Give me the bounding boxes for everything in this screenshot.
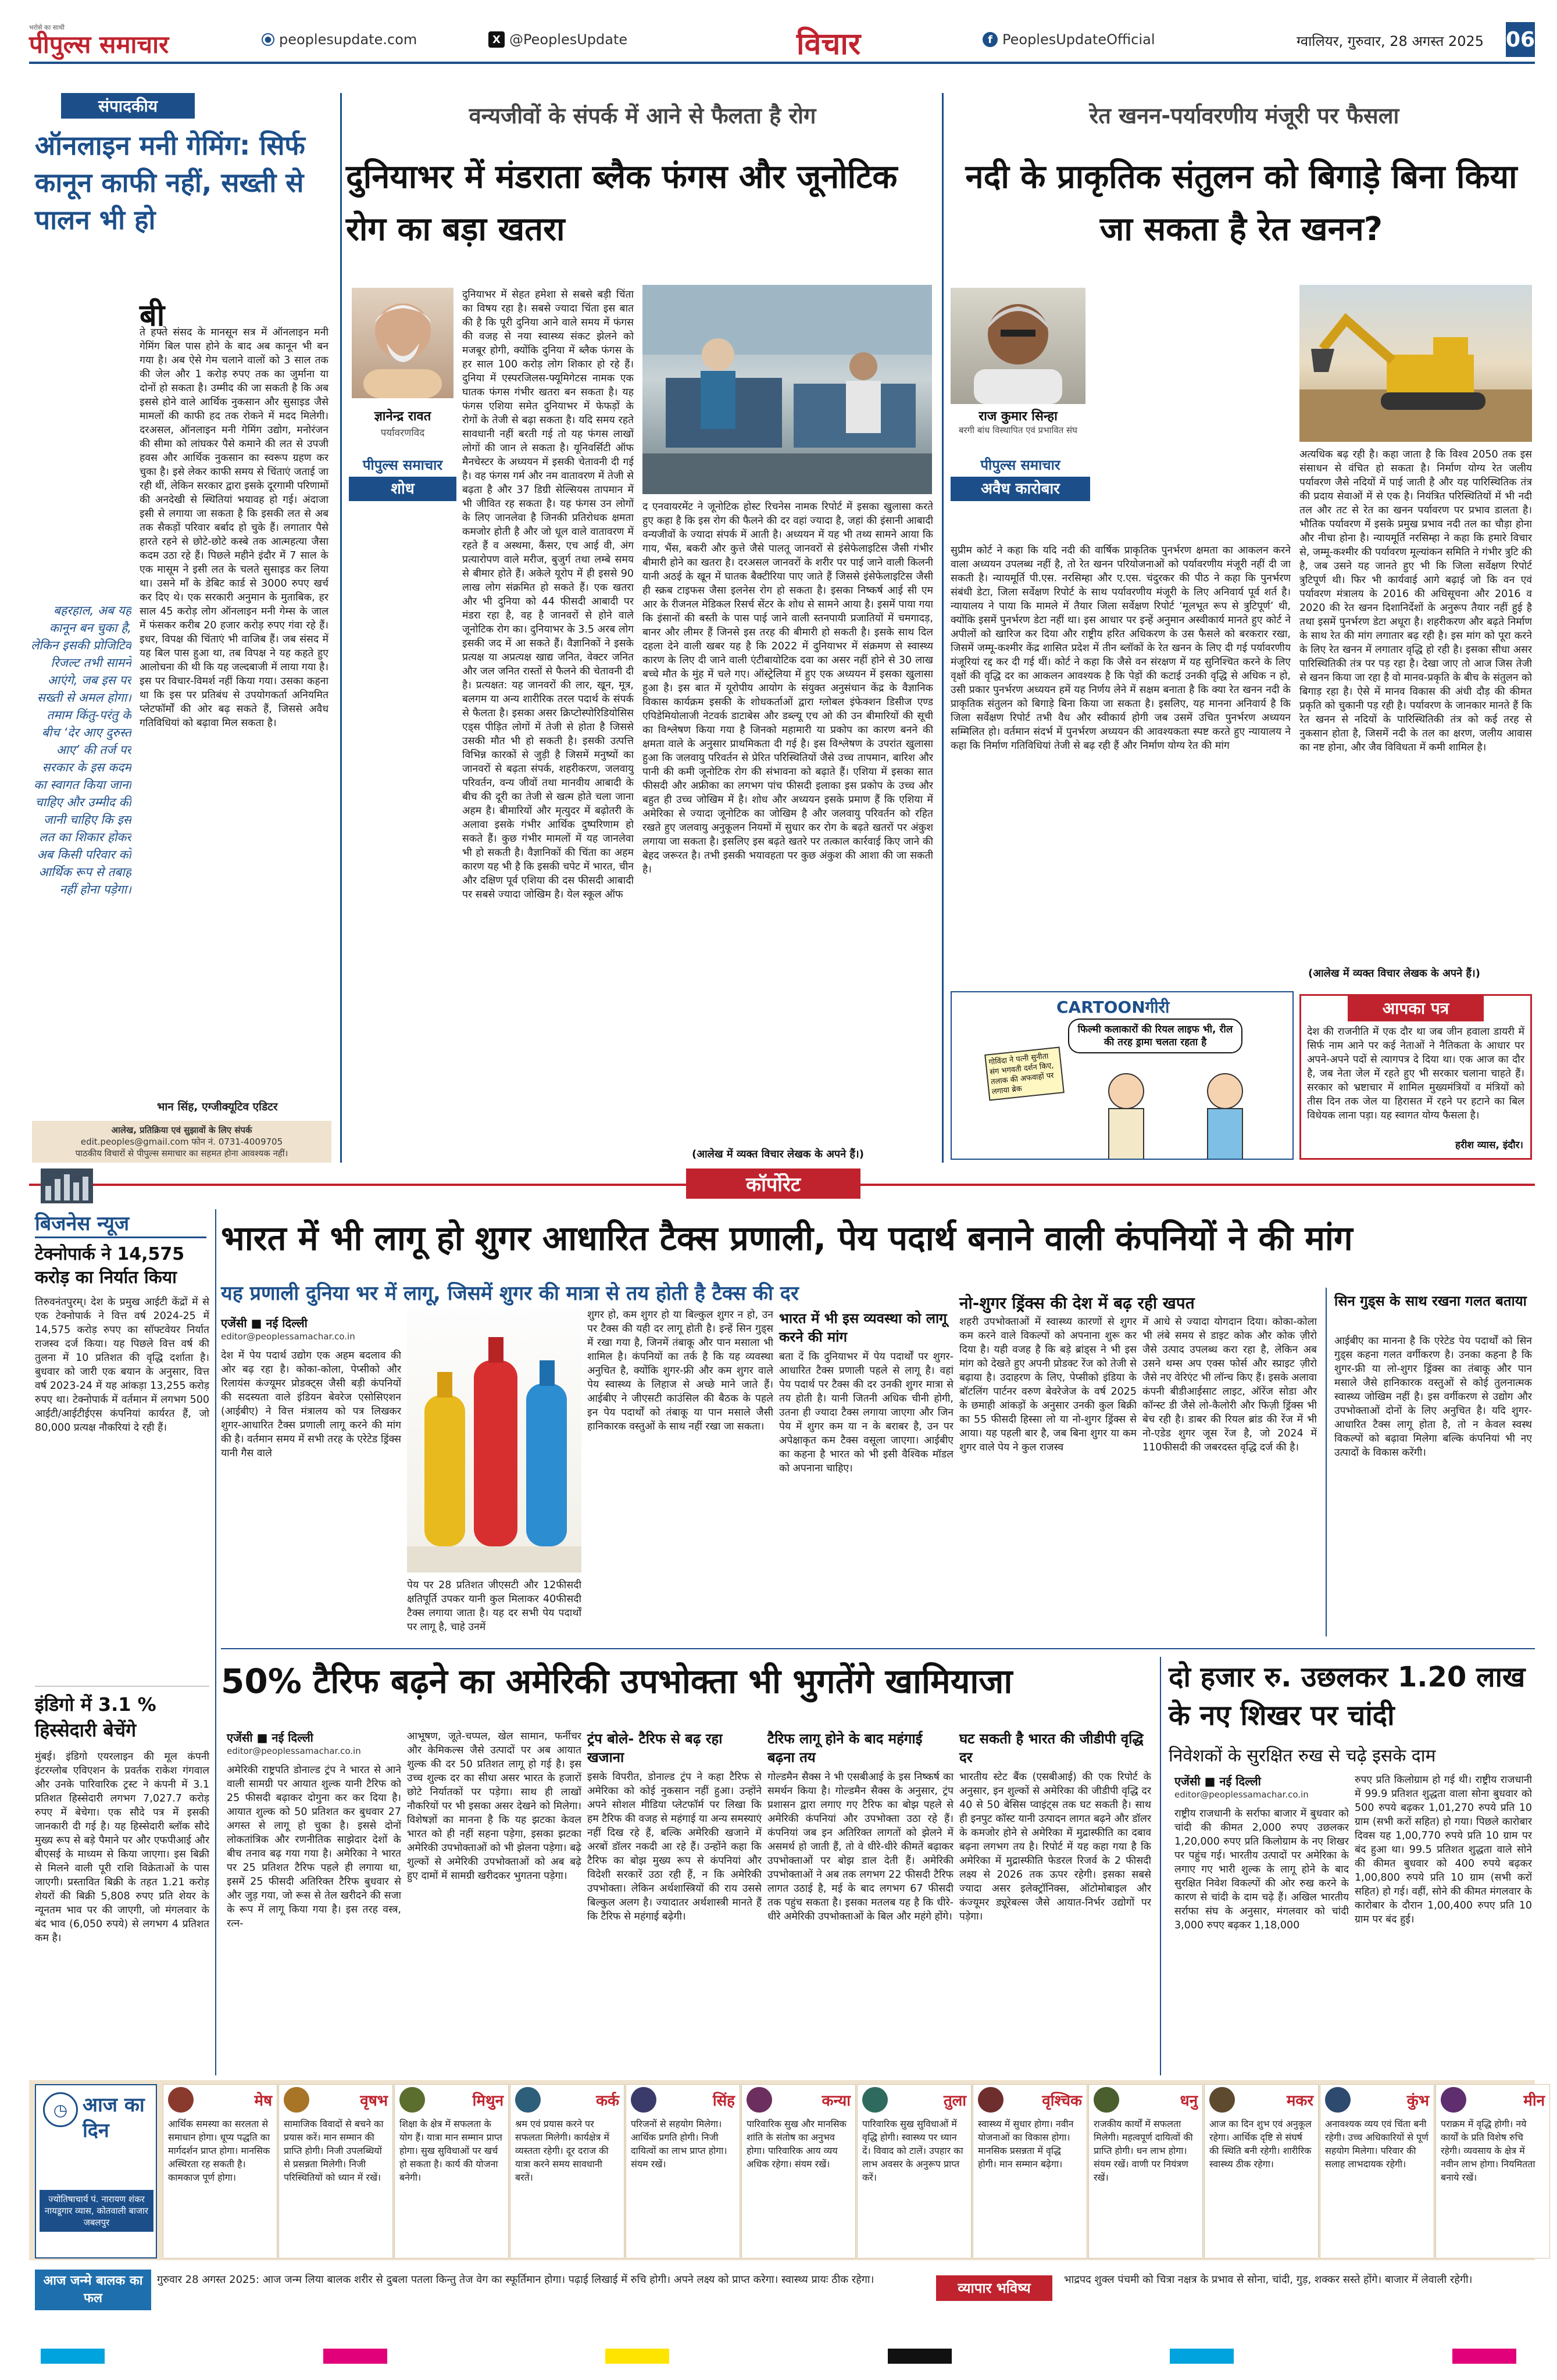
zodiac-symbol-icon bbox=[862, 2087, 888, 2113]
sugar-subtitle: यह प्रणाली दुनिया भर में लागू, जिसमें शुगर की मात्रा से तय होती है टैक्स की दर bbox=[221, 1282, 799, 1305]
clock-icon: ◷ bbox=[43, 2092, 78, 2127]
page-number: 06 bbox=[1506, 22, 1535, 57]
zodiac-name: मीन bbox=[1523, 2092, 1545, 2110]
indigo-title: इंडिगो में 3.1 % हिस्सेदारी बेचेंगे bbox=[35, 1693, 156, 1741]
column-divider bbox=[340, 93, 342, 1163]
zodiac-name: वृश्चिक bbox=[1042, 2092, 1082, 2110]
footer-email[interactable]: edit.peoples@gmail.com फोन नं. 0731-4009705 bbox=[80, 1137, 283, 1147]
indigo-body: मुंबई। इंडिगो एयरलाइन की मूल कंपनी इंटरग्लोब एविएशन के प्रवर्तक राकेश गंगवाल और उनके पारिवारिक ट्रस्ट ने कंपनी में 3.1 प्रतिशत हिस्सेदारी लगभग 7,027.7 करोड़ रुपए में बेचेगा। एक सौदे पत्र में इसकी जानकारी दी गई है। यह हिस्सेदारी ब्लॉक सौदे मुख्य रूप से बड़े पैमाने पर और एफपीआई और बीएसई के माध्यम से किया जाएगा। इस बिक्री से मिलने वाली पूरी राशि विक्रेताओं के पास जाएगी। प्रस्तावित बिक्री के तहत 1.21 करोड़ शेयरों की बिक्री 5,808 रुपए प्रति शेयर के न्यूनतम भाव पर की जाएगी, जो मंगलवार के बंद भाव (6,050 रुपये) से लगभग 4 प्रतिशत कम है। bbox=[35, 1751, 209, 1944]
zodiac-sign-7 bbox=[857, 2084, 972, 2259]
fungus-kicker: वन्यजीवों के संपर्क में आने से फैलता है रोग bbox=[469, 103, 816, 128]
horoscope-title: आज का दिन bbox=[83, 2093, 145, 2142]
sugar-col2: पेय पर 28 प्रतिशत जीएसटी और 12फीसदी क्षतिपूर्ति उपकर यानी कुल मिलाकर 40फीसदी टैक्स लगाया जाता है। यह दर सभी पेय पदार्थों पर लागू है, चाहे उनमें bbox=[407, 1579, 581, 1633]
footer-strip bbox=[29, 2267, 1535, 2314]
hospital-photo bbox=[642, 285, 932, 494]
fungus-title: दुनियाभर में मंडराता ब्लैक फंगस और जूनोटिक रोग का बड़ा खतरा bbox=[346, 158, 898, 248]
rule bbox=[221, 1648, 1535, 1649]
fungus-col1: दुनियाभर में सेहत हमेशा से सबसे बड़ी चिंता का विषय रहा है। सबसे ज्यादा चिंता इस बात की है कि पूरी दुनिया आने वाले समय में फंगस की वजह से नया स्वास्थ्य संकट झेलने को मजबूर होगी, क्योंकि दुनिया में ब्लैक फंगस के हर साल 100 करोड़ लोग शिकार हो रहे हैं। दुनिया में एस्परजिलस-फ्यूमिगेटस नामक एक घातक फंगस गंभीर खतरा बन सकता है। यह फंगस एशिया समेत दुनियाभर में फेफड़ों के रोगों के तेजी से बढ़ा सकता है। यदि समय रहते सावधानी नहीं बरती गई तो यह फंगस लाखों लोगों की जान ले सकता है। यूनिवर्सिटी ऑफ मैनचेस्टर के अध्ययन में इसकी चेतावनी दी गई है। वह फंगस गर्म और नम वातावरण में तेजी से बढ़ता है और 37 डिग्री सेल्सियस तापमान में भी जीवित रह सकता है। यह फंगस उन लोगों के लिए जानलेवा है जिनकी प्रतिरोधक क्षमता कमजोर होती है और जो धूल वाले वातावरण में रहते हैं व अस्थमा, कैंसर, एच आई वी, अंग प्रत्यारोपण वाले मरीज, बुजुर्ग तथा लम्बे समय से बीमार होते हैं। अकेले यूरोप में ही इससे 90 लाख लोग संक्रमित हो सकते हैं। एक खतरा और भी दुनिया को 44 फीसदी आबादी पर मंडरा रहा है, वह है जानवरों से होने वाले जूनोटिक रोग का। दुनियाभर के 3.5 अरब लोग इसकी जद में आ सकते हैं। वैज्ञानिकों ने इसके प्रत्यक्ष या अप्रत्यक्ष खाद्य जनित, वेक्टर जनित और जल जनित रास्तों से फैलने की चेतावनी दी है। प्रत्यक्षत: यह जानवरों की लार, खून, मूत्र, बलगम या अन्य शारीरिक तरल पदार्थ के संपर्क से फैलता है। इसका असर क्रिप्टोस्पोरिडियोसिस एड्स पीड़ित लोगों में तेजी से होता है जिससे उसकी मौत भी हो सकती है। इसकी उत्पत्ति विभिन्न कारकों से जुड़ी है जिसमें मनुष्यों का जानवरों से बढ़ता संपर्क, शहरीकरण, जलवायु परिवर्तन, वन्य जीवों तथा मानवीय आबादी के बीच की दूरी का तेजी से खत्म होते चला जाना अहम है। बीमारियों और मृत्युदर में बढ़ोतरी के अलावा इसके गंभीर आर्थिक दुष्परिणाम हो सकते हैं। कुछ गंभीर मामलों में यह जानलेवा भी हो सकती है। वैज्ञानिकों की चिंता का अहम कारण यह भी है कि इसकी चपेट में भारत, चीन और दक्षिण पूर्व एशिया की दस फीसदी आबादी पर सबसे ज्यादा जोखिम है। येल स्कूल ऑफ bbox=[462, 289, 634, 900]
zodiac-text: पारिवारिक सुख और मानसिक शांति के संतोष का अनुभव होगा। पारिवारिक आय व्यय अधिक रहेगा। संयम रखें। bbox=[747, 2118, 847, 2170]
silver-subtitle: निवेशकों के सुरक्षित रुख से चढ़े इसके दाम bbox=[1169, 1746, 1436, 1766]
silver-title: दो हजार रु. उछलकर 1.20 लाख के नए शिखर पर चांदी bbox=[1169, 1661, 1526, 1732]
zodiac-name: कुंभ bbox=[1406, 2092, 1429, 2110]
sand-brand-badge bbox=[951, 453, 1090, 501]
masthead bbox=[29, 23, 1535, 64]
zodiac-symbol-icon bbox=[515, 2087, 541, 2113]
fungus-author-role: पर्यावरणविद bbox=[380, 427, 425, 439]
tariff-col5: भारतीय स्टेट बैंक (एसबीआई) की एक रिपोर्ट के अनुसार, इन शुल्कों से अमेरिका की जीडीपी वृद्धि दर 40 से 50 बेसिस प्वाइंट्स तक घट सकती है। साथ ही इनपुट कॉस्ट यानी उत्पादन लागत बढ़ने और डॉलर के कमजोर होने से अमेरिका में मुद्रास्फीति का दबाव बढ़ना लगभग तय है। रिपोर्ट में यह कहा गया है कि अमेरिका में मुद्रास्फीति फेडरल रिजर्व के 2 फीसदी लक्ष्य से 2026 तक ऊपर रहेगी। इसका सबसे ज्यादा असर इलेक्ट्रॉनिक्स, ऑटोमोबाइल और कंज्यूमर ड्यूरेबल्स जैसे आयात-निर्भर उद्योगों पर पड़ेगा। bbox=[959, 1771, 1151, 1922]
sand-author-role: बरगी बांध विस्थापित एवं प्रभावित संघ bbox=[958, 425, 1078, 435]
zodiac-symbol-icon bbox=[1094, 2087, 1119, 2113]
sugar-agency: एजेंसी ■ नई दिल्ली bbox=[221, 1316, 308, 1330]
zodiac-header bbox=[858, 2085, 971, 2115]
fungus-col2: द एनवायरमेंट ने जूनोटिक होस्ट रिचनेस नामक रिपोर्ट में इसका खुलासा करते हुए कहा है कि इस रोग की फैलने की दर वहां ज्यादा है, जहां की इंसानी आबादी वन्यजीवों के ज्यादा संपर्क में आती है। अध्ययन में यह भी तथ्य सामने आया कि गाय, भैंस, बकरी और कुत्ते जैसे पालतू जानवरों से इंसेफेलाइटिस जैसी गंभीर बीमारी होने का खतरा है। दरअसल जानवरों के शरीर पर पाई जाने वाली किलनी यानी अठई के खून में घातक बैक्टीरिया पाए जाते हैं जिससे इंसेफेलाइटिस जैसी ही स्क्रब टाइफस जैसा इलनेस रोग हो सकता है। इसका निष्कर्ष आई सी एम आर के रीजनल मेडिकल रिसर्च सेंटर के शोध से सामने आया है। इसमें पाया गया कि इंसानों की बस्ती के पास पाई जाने वाली स्तनपायी प्रजातियों में चमगादड़, बानर और लीमर हैं जिनसे इस तरह की बीमारी हो सकती है। इसके साथ दिल दहला देने वाली खबर यह है कि 2022 में दुनियाभर में संक्रमण से स्वास्थ्य कारण के लिए दी जाने वाली एंटीबायोटिक दवा का असर नहीं होने से 30 लाख बच्चे मौत के मुंह में चले गए। ऑस्ट्रेलिया में हुए एक अध्ययन में इसका खुलासा हुआ है। इस बात में यूरोपीय आयोग के संयुक्त अनुसंधान केंद्र के वैज्ञानिक विकास कार्यक्रम इसकी के शोधकर्ताओं द्वारा ग्लोबल इंफेक्शन डिसीज एण्ड एपिडेमियोलाजी नेटवर्क डाटाबेस और डब्ल्यू एच ओ की उन बीमारियों की सूची का विश्लेषण किया गया है जिनको महामारी या प्रकोप का कारण बनने की क्षमता वाले के अनुसार प्राथमिकता दी गई है। इस विश्लेषण के उपरांत खुलासा हुआ कि जलवायु परिवर्तन से प्रेरित परिस्थितियों जैसे उच्च तापमान, बारिश और पानी की कमी जूनोटिक रोग की संभावना को बढ़ाते हैं। एशिया में इसका सात फीसदी और अफ्रीका का लगभग पांच फीसदी इलाका इस प्रकोप के उच्च और बहुत ही उच्च जोखिम में है। शोध और अध्ययन इसके प्रमाण हैं कि एशिया में अमेरिका से ज्यादा जूनोटिक का जोखिम है और जलवायु परिवर्तन को रहित रखते हुए जलवायु अनुकूलन नियमों में सुधार कर रोग के बढ़ते खतरों पर अंकुश लगाया जा सकता है। इसलिए इस बढ़ते खतरे पर तत्काल कार्रवाई किए जाने की बेहद जरूरत है। तभी इसकी भयावहता पर कुछ अंकुश की आशा की जा सकती है। bbox=[642, 501, 933, 875]
tariff-title: 50% टैरिफ बढ़ने का अमेरिकी उपभोक्ता भी भुगतेंगे खामियाजा bbox=[221, 1661, 1013, 1701]
brand-logo: पीपुल्स समाचार bbox=[951, 453, 1090, 477]
tariff-col3: इसके विपरीत, डोनाल्ड ट्रंप ने कहा टैरिफ से अमेरिका को कोई नुकसान नहीं हुआ। उन्होंने अपने सोशल मीडिया प्लेटफॉर्म पर लिखा कि हम टैरिफ की वजह से महंगाई या अन्य समस्याएं नहीं दिख रहे हैं, बल्कि अमेरिकी खजाने में अरबों डॉलर नकदी आ रहे हैं। उन्होंने कहा कि टैरिफ का बोझ मुख्य रूप से कंपनियां और विदेशी सरकारें उठा रही हैं, न कि अमेरिकी उपभोक्ता। लेकिन अर्थशास्त्रियों की राय उससे बिल्कुल अलग है। ज्यादातर अर्थशास्त्री मानते हैं कि टैरिफ से महंगाई बढ़ेगी। bbox=[587, 1771, 762, 1922]
zodiac-text: पराक्रम में वृद्धि होगी। नये कार्यों के प्रति विशेष रुचि रहेगी। व्यवसाय के क्षेत्र में नवीन लाभ होगा। नियमितता बनाये रखें। bbox=[1441, 2118, 1535, 2183]
zodiac-symbol-icon bbox=[1209, 2087, 1235, 2113]
zodiac-name: मिथुन bbox=[472, 2092, 503, 2110]
silver-col1: राष्ट्रीय राजधानी के सर्राफा बाजार में बुधवार को चांदी की कीमत 2,000 रुपए उछलकर 1,20,000 रुपए प्रति किलोग्राम के नए शिखर पर पहुंच गई। भारतीय उत्पादों पर अमेरिका के लगाए गए भारी शुल्क के लागू होने के बाद सुरक्षित निवेश विकल्पों की ओर रुख करने के कारण से चांदी के दाम चढ़े हैं। अखिल भारतीय सर्राफा संघ के अनुसार, मंगलवार को चांदी 3,000 रुपए बढ़कर 1,18,000 bbox=[1174, 1808, 1349, 1931]
zodiac-symbol-icon bbox=[284, 2087, 309, 2113]
sand-kicker: रेत खनन-पर्यावरणीय मंजूरी पर फैसला bbox=[1089, 103, 1399, 128]
zodiac-text: शिक्षा के क्षेत्र में सफलता के योग हैं। यात्रा मान सम्मान प्राप्त होगा। सुख सुविधाओं पर खर्च हो सकता है। कार्य की योजना बनेगी। bbox=[399, 2118, 502, 2183]
tariff-col1: अमेरिकी राष्ट्रपति डोनाल्ड ट्रंप ने भारत से आने वाली सामग्री पर आयात शुल्क यानी टैरिफ को 25 फीसदी बढ़ाकर दोगुना कर कर दिया है। आयात शुल्क को 50 प्रतिशत कर बुधवार 27 अगस्त से लागू हो चुका है। इससे दोनों लोकतांत्रिक और रणनीतिक साझेदार देशों के बीच तनाव बढ़ गया गया है। अमेरिका ने भारत पर 25 प्रतिशत टैरिफ पहले ही लगाया था, इसमें 25 फीसदी अतिरिक्त टैरिफ बुधवार से और जुड़ गया, जो रूस से तेल खरीदने की सजा के रूप में लागू किया गया है। इस तरह वस्त्र, रत्न- bbox=[227, 1764, 401, 1929]
zodiac-sign-6 bbox=[741, 2084, 856, 2259]
sugar-heading-5: नो-शुगर ड्रिंक्स की देश में बढ़ रही खपत bbox=[959, 1293, 1195, 1313]
x-logo-icon: X bbox=[488, 31, 505, 48]
editorial-dropcap: बी bbox=[140, 298, 165, 333]
black-swatch bbox=[888, 2349, 952, 2364]
editorial-label: संपादकीय bbox=[61, 93, 195, 119]
sugar-col7: आईबीए का मानना है कि एरेटेड पेय पदार्थों को सिन गुड्स कहना गलत वर्गीकरण है। उनका कहना है कि शुगर-फ्री या लो-शुगर ड्रिंक्स का तंबाकू और पान मसाले जैसे हानिकारक वस्तुओं से कोई तुलनात्मक स्वास्थ्य जोखिम नहीं है। इस वर्गीकरण से उद्योग और उपभोक्ताओं दोनों के लिए अनुचित है। यदि शुगर-आधारित टैक्स लागू होता है, तो न केवल स्वस्थ विकल्पों को बढ़ावा मिलेगा बल्कि कंपनियां भी नए उत्पादों के विकास करेंगी। bbox=[1334, 1335, 1532, 1459]
zodiac-header bbox=[279, 2085, 392, 2115]
sugar-col1: देश में पेय पदार्थ उद्योग एक अहम बदलाव की ओर बढ़ रहा है। कोका-कोला, पेप्सीको और रिलायंस कंज्यूमर प्रोडक्ट्स जैसी बड़ी कंपनियों की सदस्यता वाले इंडियन बेवरेज एसोसिएशन (आईबीए) ने वित्त मंत्रालय को पत्र लिखकर शुगर-आधारित टैक्स प्रणाली लागू करने की मांग की है। वर्तमान समय में सभी तरह के एरेटेड ड्रिंक्स यानी गैस वाले bbox=[221, 1350, 401, 1459]
facebook-icon: f bbox=[983, 32, 998, 47]
sugar-col4: बता दें कि दुनियाभर में पेय पदार्थों पर शुगर-आधारित टैक्स प्रणाली पहले से लागू है। वहां पेय पदार्थ पर टैक्स की दर उनकी शुगर मात्रा से तय होती है। यानी जितनी अधिक चीनी होगी, उतना ही ज्यादा टैक्स लगाया जाएगा और जिन पेय में शुगर कम या न के बराबर है, उन पर अपेक्षाकृत कम टैक्स वसूला जाएगा। आईबीए का कहना है भारत को भी इसी वैश्विक मॉडल को अपनाना चाहिए। bbox=[779, 1351, 954, 1474]
zodiac-symbol-icon bbox=[399, 2087, 425, 2113]
zodiac-symbol-icon bbox=[1441, 2087, 1466, 2113]
business-news-text: बिजनेस न्यूज bbox=[35, 1212, 130, 1235]
logo-text: पीपुल्स समाचार bbox=[29, 30, 169, 59]
silver-agency: एजेंसी ■ नई दिल्ली bbox=[1174, 1774, 1261, 1788]
sand-col1-wide: सुप्रीम कोर्ट ने कहा कि यदि नदी की वार्षिक प्राकृतिक पुनर्भरण क्षमता का आकलन करने वाला अध्ययन उपलब्ध नहीं है, तो रेत खनन परियोजनाओं को पर्यावरणीय मंजूरी नहीं दी जा सकती है। न्यायमूर्ति पी.एस. नरसिम्हा और ए.एस. चंदुरकर की पीठ ने कहा कि पुनर्भरण संबंधी डेटा, जिला सर्वेक्षण रिपोर्ट के साथ पर्यावरणीय मंजूरी के लिए अनिवार्य पूर्व शर्त है। न्यायालय ने पाया कि मामले में तैयार जिला सर्वेक्षण रिपोर्ट ‘मूलभूत रूप से त्रुटिपूर्ण’ थी, क्योंकि इसमें पुनर्भरण डेटा नहीं था। इस आधार पर इन्हें अनुमान अस्वीकार्य मानते हुए कोर्ट ने अपीलों को खारिज कर दिया और राष्ट्रीय हरित अधिकरण के उस फैसले को बरकरार रखा, जिसमें जम्मू-कश्मीर केंद्र शासित प्रदेश में तीन ब्लॉकों के रेत खनन के लिए दी गई पर्यावरणीय मंजूरियां रद्द कर दी गई थीं। कोर्ट ने कहा कि जैसे वन संरक्षण में यह सुनिश्चित करने के लिए वृक्षों की वृद्धि दर का आकलन आवश्यक है कि पेड़ों की कटाई उनकी वृद्धि से अधिक न हो, उसी प्रकार पुनर्भरण अध्ययन हमें यह निर्णय लेने में सक्षम बनाता है कि क्या रेत खनन नदी के प्राकृतिक संतुलन को बिगाड़े बिना किया जा सकता है। इसलिए, यह मानना अनिवार्य है कि जिला सर्वेक्षण रिपोर्ट तभी वैध और स्वीकार्य होगी जब उसमें उचित पुनर्भरण अध्ययन सम्मिलित हो। वर्तमान संदर्भ में पुनर्भरण अध्ययन की आवश्यकता स्पष्ट करते हुए न्यायालय ने कहा कि निर्माण गतिविधियां तेजी से बढ़ रही हैं और निर्माण योग्य रेत की मांग bbox=[951, 545, 1291, 752]
zodiac-header bbox=[1205, 2085, 1318, 2115]
business-text: भाद्रपद शुक्ल पंचमी को चित्रा नक्षत्र के प्रभाव से सोना, चांदी, गुड़, शक्कर सस्ते होंगे। बाजार में लेवाली रहेगी। bbox=[1064, 2274, 1473, 2286]
sugar-heading-4: भारत में भी इस व्यवस्था को लागू करने की मांग bbox=[779, 1310, 947, 1345]
technopark-title: टेक्नोपार्क ने 14,575 करोड़ का निर्यात किया bbox=[35, 1244, 185, 1288]
zodiac-symbol-icon bbox=[978, 2087, 1004, 2113]
zodiac-header bbox=[163, 2085, 277, 2115]
zodiac-sign-10 bbox=[1204, 2084, 1319, 2259]
sand-author: राज कुमार सिन्हा bbox=[979, 409, 1058, 424]
editorial-title: ऑनलाइन मनी गेमिंग: सिर्फ कानून काफी नहीं, सख्ती से पालन भी हो bbox=[35, 130, 305, 235]
cartoon-figures bbox=[1068, 1068, 1289, 1160]
tariff-col4: गोल्डमैन सैक्स ने भी एसबीआई के इस निष्कर्ष का समर्थन किया है। गोल्डमैन सैक्स के अनुसार, ट्रंप प्रशासन द्वारा लगाए गए टैरिफ का बोझ पहले से अमेरिकी कंपनियां और उपभोक्ता उठा रहे हैं। कंपनियां जब इन अतिरिक्त लागतों को झेलने में असमर्थ हो जाती हैं, तो वे धीरे-धीरे कीमतें बढ़ाकर उपभोक्ताओं पर बोझ डाल देती हैं। अमेरिकी उपभोक्ताओं ने अब तक लगभग 22 फीसदी टैरिफ लागत उठाई है, मई के बाद लगभग 67 फीसदी तक पहुंच सकता है। इसका मतलब यह है कि धीरे-धीरे अमेरिकी उपभोक्ताओं के बिल और महंगे होंगे। bbox=[767, 1771, 954, 1922]
column-divider bbox=[215, 1209, 216, 2075]
business-news-label bbox=[35, 1209, 206, 1238]
sand-title: नदी के प्राकृतिक संतुलन को बिगाड़े बिना किया जा सकता है रेत खनन? bbox=[965, 158, 1517, 248]
cyan-swatch bbox=[1170, 2349, 1234, 2364]
sugar-title: भारत में भी लागू हो शुगर आधारित टैक्स प्रणाली, पेय पदार्थ बनाने वाली कंपनियों ने की मांग bbox=[221, 1218, 1353, 1258]
zodiac-sign-11 bbox=[1320, 2084, 1434, 2259]
footer-disclaimer: पाठकीय विचारों से पीपुल्स समाचार का सहमत होना आवश्यक नहीं। bbox=[75, 1148, 288, 1159]
zodiac-symbol-icon bbox=[747, 2087, 772, 2113]
section-title: विचार bbox=[797, 27, 861, 62]
zodiac-header bbox=[395, 2085, 508, 2115]
column-divider bbox=[1160, 1657, 1161, 2075]
magenta-swatch bbox=[323, 2349, 387, 2364]
editorial-byline: भान सिंह, एग्जीक्यूटिव एडिटर bbox=[157, 1100, 278, 1113]
zodiac-name: धनु bbox=[1180, 2092, 1198, 2110]
zodiac-symbol-icon bbox=[1325, 2087, 1351, 2113]
column-divider bbox=[942, 93, 944, 1163]
letters-box bbox=[1299, 994, 1532, 1160]
tariff-heading-3: ट्रंप बोले- टैरिफ से बढ़ रहा खजाना bbox=[587, 1731, 723, 1766]
zodiac-header bbox=[626, 2085, 740, 2115]
bottles-photo bbox=[407, 1308, 581, 1573]
excavator-photo bbox=[1299, 285, 1532, 442]
zodiac-name: मकर bbox=[1286, 2092, 1313, 2110]
zodiac-symbol-icon bbox=[631, 2087, 656, 2113]
zodiac-sign-9 bbox=[1088, 2084, 1203, 2259]
zodiac-text: अनावश्यक व्यय एवं चिंता बनी रहेगी। उच्च अधिकारियों से पूर्ण सहयोग मिलेगा। परिवार की सलाह लाभदायक रहेगी। bbox=[1325, 2118, 1429, 2170]
zodiac-symbol-icon bbox=[168, 2087, 194, 2113]
zodiac-text: पारिवारिक सुख सुविधाओं में वृद्धि होगी। स्वास्थ्य पर ध्यान दें। विवाद को टालें। उपहार का लाभ अवसर के अनुरूप प्राप्त करें। bbox=[862, 2118, 963, 2183]
zodiac-text: राजकीय कार्यों में सफलता मिलेगी। महत्वपूर्ण दायित्वों की प्राप्ति होगी। धन लाभ होगा। संयम रखें। वाणी पर नियंत्रण रखें। bbox=[1094, 2118, 1193, 2183]
birthday-text: गुरुवार 28 अगस्त 2025: आज जन्म लिया बालक शरीर से दुबला पतला किन्तु तेज वेग का स्फूर्तिमान होगा। पढ़ाई लिखाई में रुचि होगी। अपने लक्ष्य को प्राप्त करेगा। स्वास्थ्य प्रायः ठीक रहेगा। bbox=[157, 2274, 874, 2286]
zodiac-text: स्वास्थ्य में सुधार होगा। नवीन योजनाओं का विकास होगा। मानसिक प्रसन्नता में वृद्धि होगी। मान सम्मान बढ़ेगा। bbox=[978, 2118, 1074, 2170]
silver-col2: रुपए प्रति किलोग्राम हो गई थी। राष्ट्रीय राजधानी में 99.9 प्रतिशत शुद्धता वाला सोना बुधवार को 500 रुपये बढ़कर 1,01,270 रुपये प्रति 10 ग्राम (सभी करों सहित) हो गया। पिछले कारोबार दिवस यह 1,00,770 रुपये प्रति 10 ग्राम पर बंद हुआ था। 99.5 प्रतिशत शुद्धता वाले सोने की कीमत बुधवार को 400 रुपये बढ़कर 1,00,800 रुपये प्रति 10 ग्राम (सभी करों सहित) हो गई। वहीं, सोने की कीमत मंगलवार के कारोबार के दौरान 1,00,400 रुपए प्रति 10 ग्राम पर बंद हुई। bbox=[1355, 1774, 1532, 1925]
horoscope-astrologer: ज्योतिषाचार्य पं. नारायण शंकर नायडूगार व्यास, कोतवाली बाजार जबलपुर bbox=[40, 2190, 153, 2232]
author-photo bbox=[352, 288, 453, 398]
zodiac-name: तुला bbox=[943, 2092, 966, 2110]
facebook-handle[interactable] bbox=[983, 31, 1155, 48]
zodiac-text: सामाजिक विवादों से बचने का प्रयास करें। मान सम्मान की प्राप्ति होगी। निजी उपलब्धियों से प्रसन्नता मिलेगी। निजी परिस्थितियों को ध्यान में रखें। bbox=[284, 2118, 384, 2183]
fungus-author: ज्ञानेन्द्र रावत bbox=[374, 409, 431, 424]
zodiac-header bbox=[1436, 2085, 1549, 2115]
cartoon-caption: फिल्मी कलाकारों की रियल लाइफ भी, रील की तरह ड्रामा चलता रहता है bbox=[1068, 1019, 1242, 1053]
cartoon-sign: गोविंदा ने पत्नी सुनीता संग भगवती दर्शन किए, तलाक की अफवाहों पर लगाया ब्रेक bbox=[984, 1046, 1065, 1100]
sand-col2: अत्यधिक बढ़ रही है। कहा जाता है कि विश्व 2050 तक इस संसाधन से वंचित हो सकता है। निर्माण योग्य रेत जलीय पर्यावरण जैसे नदियों में पाई जाती है और यह पारिस्थितिक तंत्र की प्रदाय सेवाओं में से एक है। नियंत्रित परिस्थितियों में भी नदी तल और तट से रेत का खनन पर्यावरण पर प्रभाव डालता है। भौतिक पर्यावरण में इसके प्रमुख प्रभाव नदी तल का चौड़ा होना और नीचा होना है। न्यायमूर्ति नरसिम्हा ने कहा कि हमारे विचार से, जम्मू-कश्मीर की पर्यावरण मूल्यांकन समिति ने गंभीर त्रुटि की है, जब उसने यह जानते हुए भी कि जिला सर्वेक्षण रिपोर्ट त्रुटिपूर्ण थी। फिर भी कार्यवाई आगे बढ़ाई जो कि वन एवं पर्यावरण मंत्रालय के 2016 की अधिसूचना और 2016 व 2020 की रेत खनन दिशानिर्देशों के अनुरूप तैयार नहीं हुई है तथा इसमें पुनर्भरण डेटा अधूरा है। शहरीकरण और बढ़ते निर्माण के साथ रेत की मांग लगातार बढ़ रही है। इस मांग को पूरा करने के लिए रेत खनन में लगातार वृद्धि हो रही है। इसका सीधा असर पारिस्थितिकी तंत्र पर पड़ रहा है। देखा जाए तो आज जिस तेजी से खनन किया जा रहा है वो मानव-प्रकृति के बीच के संतुलन को बिगाड़ रहा है। ऐसे में मानव विकास की अंधी दौड़ की कीमत प्रकृति को चुकानी पड़ रही है। पर्यावरण के जानकार मानते हैं कि रेत खनन से नदियों के पारिस्थितिकी तंत्र को कई तरह से नुकसान होता है, जिसमें नदी के तल का क्षरण, जलीय आवास का नष्ट होना, और जैव विविधता में कमी शामिल है। bbox=[1299, 449, 1532, 753]
fungus-note: (आलेख में व्यक्त विचार लेखक के अपने हैं।) bbox=[692, 1148, 864, 1160]
tariff-agency: एजेंसी ■ नई दिल्ली bbox=[227, 1731, 313, 1745]
tariff-heading-5: घट सकती है भारत की जीडीपी वृद्धि दर bbox=[959, 1731, 1144, 1766]
dateline: ग्वालियर, गुरुवार, 28 अगस्त 2025 bbox=[1297, 33, 1484, 49]
editorial-body: ते हफ्ते संसद के मानसून सत्र में ऑनलाइन मनी गेमिंग बिल पास होने के बाद अब कानून भी बन गया है। अब ऐसे गेम चलाने वालों को 3 साल तक की जेल और 1 करोड़ रुपए तक का जुर्माना या दोनों हो सकता है। उम्मीद की जा सकती है कि अब इससे होने वाले आर्थिक नुकसान और सुसाइड जैसे मामलों की काफी हद तक रोकने में मदद मिलेगी। दरअसल, ऑनलाइन मनी गेमिंग उद्योग, मनोरंजन की सीमा को लांघकर पैसे कमाने की लत से उपजी हवस और आर्थिक नुकसान का स्वरूप ग्रहण कर चुका है। इसे लेकर काफी समय से चिंताएं जताई जा रही थीं, लेकिन सरकार द्वारा इसके दूरगामी परिणामों की अनदेखी से स्थितियां भयावह हो गई। अंदाजा इसी से लगाया जा सकता है कि इसकी लत से अब तक सैकड़ों परिवार बर्बाद हो चुके हैं। लगातार पैसे हारते रहने से छोटे-छोटे कस्बे तक आत्महत्या जैसा कदम उठा रहे हैं। पिछले महीने इंदौर में 7 साल के एक मासूम ने इसी लत के चलते सुसाइड कर लिया था। उसने माँ के डेबिट कार्ड से 3000 रुपए खर्च कर दिए थे। एक सरकारी अनुमान के मुताबिक, हर साल 45 करोड़ लोग ऑनलाइन मनी गेम्स के जाल में फंसकर करीब 20 हजार करोड़ रुपए गंवा रहे हैं। इधर, विपक्ष की चिंताएं भी वाजिब हैं। जब संसद में यह बिल पास हुआ था, तब विपक्ष ने यह कहते हुए आलोचना की थी कि यह जल्दबाजी में लाया गया है। इस पर विचार-विमर्श नहीं किया गया। उसका कहना था कि इस पर प्रतिबंध से उपयोगकर्ता अनियमित प्लेटफॉर्मों की ओर बढ़ सकते हैं, जिससे अवैध गतिविधियां को बढ़ावा मिल सकता है। bbox=[140, 327, 328, 729]
logo-tagline: भरोसे का साथी bbox=[29, 24, 65, 31]
zodiac-name: कर्क bbox=[596, 2092, 619, 2110]
letters-author: हरीश व्यास, इंदौर। bbox=[1455, 1139, 1523, 1151]
technopark-body: तिरुवनंतपुरम्। देश के प्रमुख आईटी केंद्रों में से एक टेक्नोपार्क ने वित्त वर्ष 2024-25 में 14,575 करोड़ रुपए का सॉफ्टवेयर निर्यात राजस्व दर्ज किया। यह पिछले वित्त वर्ष की तुलना में 10 प्रतिशत की वृद्धि दर्शाता है। बुधवार को जारी एक बयान के अनुसार, वित्त वर्ष 2023-24 में यह आंकड़ा 13,255 करोड़ रुपए था। टेक्नोपार्क में वर्तमान में लगभग 500 आईटी/आईटीईएस कंपनियां कार्यरत हैं, जो 80,000 प्रत्यक्ष नौकरियां दे रही हैं। bbox=[35, 1296, 209, 1434]
zodiac-header bbox=[742, 2085, 855, 2115]
horoscope-title-box bbox=[35, 2084, 157, 2259]
zodiac-sign-5 bbox=[626, 2084, 740, 2259]
column-divider bbox=[1326, 1288, 1327, 1636]
brand-logo: पीपुल्स समाचार bbox=[349, 453, 456, 477]
magenta-swatch bbox=[1452, 2349, 1516, 2364]
editorial-section bbox=[29, 93, 331, 1163]
website-text: peoplesupdate.com bbox=[279, 31, 417, 48]
market-icon bbox=[41, 1168, 93, 1203]
tariff-email[interactable]: editor@peoplessamachar.co.in bbox=[227, 1746, 361, 1756]
sand-note: (आलेख में व्यक्त विचार लेखक के अपने हैं।) bbox=[1308, 967, 1480, 980]
editorial-pullquote: बहरहाल, अब यह कानून बन चुका है, लेकिन इसकी प्रोजिटिव रिजल्ट तभी सामने आएंगे, जब इस पर सख्ती से अमल होगा। तमाम किंतु-परंतु के बीच ‘देर आए दुरुस्त आए’ की तर्ज पर सरकार के इस कदम का स्वागत किया जाना चाहिए और उम्मीद की जानी चाहिए कि इस लत का शिकार होकर अब किसी परिवार को आर्थिक रूप से तबाह नहीं होना पड़ेगा। bbox=[31, 603, 131, 896]
website-link[interactable] bbox=[262, 31, 417, 48]
business-label: व्यापार भविष्य bbox=[936, 2275, 1052, 2301]
facebook-text: PeoplesUpdateOfficial bbox=[1002, 31, 1155, 48]
registration-marks bbox=[0, 2349, 1557, 2372]
zodiac-text: परिजनों से सहयोग मिलेगा। आर्थिक प्रगति होगी। निजी दायित्वों का लाभ प्राप्त होगा। संयम रखें। bbox=[631, 2118, 727, 2170]
letters-title: आपका पत्र bbox=[1348, 996, 1484, 1021]
zodiac-name: मेष bbox=[254, 2092, 272, 2110]
twitter-text: @PeoplesUpdate bbox=[509, 31, 628, 48]
zodiac-text: आज का दिन शुभ एवं अनुकूल रहेगा। आर्थिक दृष्टि से संघर्ष की स्थिति बनी रहेगी। शारीरिक स्वास्थ्य ठीक रहेगा। bbox=[1209, 2118, 1312, 2170]
birthday-label: आज जन्मे बालक का फल bbox=[35, 2270, 151, 2310]
tariff-col2: आभूषण, जूते-चप्पल, खेल सामान, फर्नीचर और केमिकल्स जैसे उत्पादों पर अब आयात शुल्क की दर 50 प्रतिशत लागू हो गई है। इस उच्च शुल्क दर का सीधा असर भारत के हजारों छोटे निर्यातकों पर पड़ेगा। साथ ही लाखों नौकरियों पर भी इसका असर देखने को मिलेगा। विशेषज्ञों का मानना है कि यह झटका केवल भारत को ही नहीं सहना पड़ेगा, इसका झटका अमेरिकी उपभोक्ताओं को भी झेलना पड़ेगा। बढ़े शुल्कों से अमेरिकी उपभोक्ताओं को अब बढ़े हुए दामों में सामग्री खरीदकर भुगतना पड़ेगा। bbox=[407, 1731, 581, 1882]
zodiac-sign-1 bbox=[163, 2084, 277, 2259]
zodiac-text: आर्थिक समस्या का सरलता से समाधान होगा। धूप्य पद्धति का मार्गदर्शन प्राप्त होगा। मानसिक अस्थिरता रह सकती है। कामकाज पूर्ण होगा। bbox=[168, 2118, 270, 2183]
silver-email[interactable]: editor@peoplessamachar.co.in bbox=[1174, 1789, 1309, 1800]
letters-body: देश की राजनीति में एक दौर था जब जीन हवाला डायरी में सिर्फ नाम आने पर कई नेताओं ने नैतिकता के आधार पर अपने-अपने पदों से त्यागपत्र दे दिया था। एक आज का दौर है, जब नेता जेल में रहते हुए भी सरकार चलाना चाहते हैं। सरकार को भ्रष्टाचार में शामिल मुख्यमंत्रियों व मंत्रियों को तीस दिन तक जेल या हिरासत में रहने पर हटाने का बिल विधेयक लाना पड़ा। यह स्वागत योग्य फैसला है। bbox=[1307, 1026, 1524, 1121]
zodiac-sign-8 bbox=[973, 2084, 1087, 2259]
sand-author-photo bbox=[951, 288, 1085, 404]
zodiac-sign-12 bbox=[1435, 2084, 1550, 2259]
globe-icon: ● bbox=[262, 33, 274, 46]
sugar-email[interactable]: editor@peoplessamachar.co.in bbox=[221, 1331, 355, 1342]
sand-badge: अवैध कारोबार bbox=[951, 477, 1090, 501]
sugar-heading-7: सिन गुड्स के साथ रखना गलत बताया bbox=[1334, 1293, 1527, 1309]
zodiac-header bbox=[510, 2085, 624, 2115]
twitter-handle[interactable] bbox=[488, 31, 627, 48]
zodiac-sign-2 bbox=[278, 2084, 393, 2259]
zodiac-sign-3 bbox=[394, 2084, 509, 2259]
fungus-brand-badge bbox=[349, 453, 456, 501]
yellow-swatch bbox=[605, 2349, 669, 2364]
sugar-col6: में आधे से ज्यादा योगदान दिया। कोका-कोला भी लंबे समय से डाइट कोक और कोक ज़ीरो जैसे उत्पाद उपलब्ध करा रहा है, लेकिन अब उसने थम्स अप एक्स फोर्स और स्प्राइट ज़ीरो जैसे नए वेरिएंट भी लॉन्च किए हैं। इसके अलावा कंपनी बीडीआईसाट लाइट, ऑरेंज सोडा और कॉन्स्ट डी जैसे लो-कैलोरी और फिज़ी ड्रिंक्स भी बेच रही है। डाबर की रियल ब्रांड की रेंज में भी नो-एडेड शुगर जूस रेंज है, जो 2024 में 110फीसदी की जबरदस्त वृद्धि दर्ज की है। bbox=[1142, 1316, 1317, 1453]
fungus-badge: शोध bbox=[349, 477, 456, 501]
tariff-heading-4: टैरिफ लागू होने के बाद महंगाई बढ़ना तय bbox=[767, 1731, 923, 1766]
zodiac-name: सिंह bbox=[712, 2092, 735, 2110]
zodiac-header bbox=[1089, 2085, 1202, 2115]
corporate-label: कॉर्पोरेट bbox=[686, 1168, 860, 1199]
sugar-col5: शहरी उपभोक्ताओं में स्वास्थ्य कारणों से शुगर कम करने वाले विकल्पों को अपनाना शुरू कर दिया है। यही वजह है कि बड़े ब्रांड्स ने भी इस मांग को देखते हुए अपनी प्रोडक्ट रेंज को तेजी से बढ़ाया है। उदाहरण के लिए, पेप्सीको इंडिया के बॉटलिंग पार्टनर वरुण बेवरेजेज के वर्ष 2025 के छमाही आंकड़ों के अनुसार उनकी कुल बिक्री का 55 फीसदी हिस्सा लो या नो-शुगर ड्रिंक्स से आया। यह पहली बार है, जब बिना शुगर या कम शुगर वाले पेय ने कुल राजस्व bbox=[959, 1316, 1137, 1453]
sugar-col3: शुगर हो, कम शुगर हो या बिल्कुल शुगर न हो, उन पर टैक्स की यही दर लागू होती है। इन्हें सिन गुड्स में रखा गया है, जिनमें तंबाकू और पान मसाला भी शामिल है। कंपनियों का तर्क है कि यह व्यवस्था अनुचित है, क्योंकि शुगर-फ्री और कम शुगर वाले पेय स्वास्थ्य के लिहाज से अच्छे माने जाते हैं। आईबीए ने जीएसटी काउंसिल की बैठक के पहले इन पेय पदार्थों को तंबाकू या पान मसाले जैसी हानिकारक वस्तुओं के साथ नहीं रखा जा सकता। bbox=[587, 1309, 773, 1432]
editorial-footer bbox=[32, 1121, 331, 1163]
cartoon-title: CARTOONगीरी bbox=[1056, 998, 1170, 1017]
zodiac-header bbox=[1320, 2085, 1434, 2115]
zodiac-text: श्रम एवं प्रयास करने पर सफलता मिलेगी। कार्यक्षेत्र में व्यस्तता रहेगी। दूर दराज की यात्रा करने समय सावधानी बरतें। bbox=[515, 2118, 609, 2183]
footer-invite: आलेख, प्रतिक्रिया एवं सुझावों के लिए संपर्क bbox=[111, 1125, 252, 1135]
zodiac-name: वृषभ bbox=[360, 2092, 388, 2110]
zodiac-sign-4 bbox=[510, 2084, 624, 2259]
zodiac-name: कन्या bbox=[822, 2092, 851, 2110]
cyan-swatch bbox=[41, 2349, 105, 2364]
logo[interactable] bbox=[29, 24, 250, 59]
zodiac-header bbox=[973, 2085, 1087, 2115]
cartoon-box bbox=[951, 991, 1294, 1160]
